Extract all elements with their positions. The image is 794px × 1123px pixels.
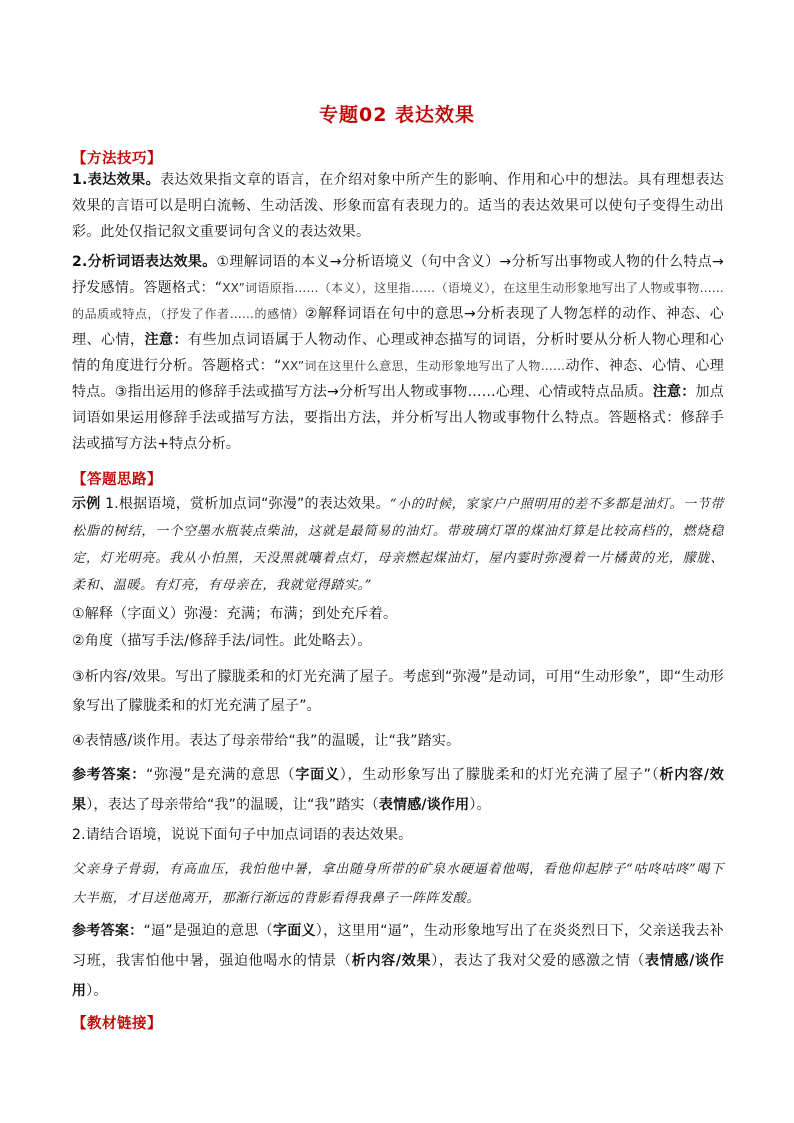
page-title: 专题02 表达效果 [318,104,476,126]
answer-text: ），表达了母亲带给“我”的温暖，让“我”踏实（ [86,797,379,813]
answer-label: 参考答案： [72,767,147,783]
section-method-heading: 【方法技巧】 [72,151,162,167]
p1-heading: 1.表达效果。 [72,172,161,188]
p2-note-1: 注意： [144,332,188,348]
p2-part-d: 动作、神态、心情、心理特点。③指出运用的修辞手法或描写方法→分析写出人物或事物……心理、心情或特点品质。 [72,358,724,400]
answer-text: ），这里用“逼”，生动形象地写出了在炎炎烈日下，父亲送我去补习班，我害怕他中暑，强迫他喝水的情景（ [72,923,724,969]
section-textbook-heading: 【教材链接】 [72,1016,162,1032]
example-1-answer [72,760,724,820]
example-1-step-4: ④表情感/谈作用。表达了母亲带给“我”的温暖，让“我”踏实。 [72,733,461,749]
answer-text: ）。 [469,797,491,813]
answer-tag: 析内容/效果 [351,953,432,969]
answer-tag: 表情感/谈作用 [72,953,724,999]
answer-text: ）。 [86,983,108,999]
answer-text: ），表达了我对父爱的感激之情（ [431,953,646,969]
p2-heading: 2.分析词语表达效果。 [72,254,217,270]
section-thinking-heading: 【答题思路】 [72,472,162,488]
p2-part-b: ②解释词语在句中的意思→分析表现了人物怎样的动作、神态、心理、心情， [72,306,724,348]
paragraph-2 [72,249,724,457]
example-1-step-3: ③析内容/效果。写出了朦胧柔和的灯光充满了屋子。考虑到“弥漫”是动词，可用“生动形象”，即“生动形象写出了朦胧柔和的灯光充满了屋子”。 [72,669,724,714]
answer-text: “逼”是强迫的意思（ [143,923,273,939]
p2-part-a: ①理解词语的本义→分析语境义（句中含义）→分析写出事物或人物的什么特点→抒发感情。答题格式：“ [72,254,724,296]
p2-note-2: 注意： [652,384,696,400]
answer-tag: 析内容/效果 [72,767,724,813]
example-1-quote: “小的时候，家家户户照明用的差不多都是油灯。一节带松脂的树结，一个空墨水瓶装点柴油，这就是最简易的油灯。带玻璃灯罩的煤油灯算是比较高档的，燃烧稳定，灯光明亮。我从小怕黑，天没黑就嚷着点灯，母亲燃起煤油灯，屋内霎时弥漫着一片橘黄的光，朦胧、柔和、温暖。有灯亮，有母亲在，我就觉得踏实。” [72,497,724,593]
example-2-lead: 2.请结合语境，说说下面句子中加点词语的表达效果。 [72,827,413,843]
answer-text: ），生动形象写出了朦胧柔和的灯光充满了屋子”（ [339,767,660,783]
p1-body: 表达效果指文章的语言，在介绍对象中所产生的影响、作用和心中的想法。具有理想表达效果的言语可以是明白流畅、生动活泼、形象而富有表现力的。适当的表达效果可以使句子变得生动出彩。此处仅指记叙文重要词句含义的表达效果。 [72,172,724,240]
answer-tag: 字面义 [272,923,316,939]
example-1-lead: 1.根据语境，赏析加点词“弥漫”的表达效果。 [105,496,390,512]
example-1-step-1: ①解释（字面义）弥漫：充满；布满；到处充斥着。 [72,606,398,622]
p2-part-c: 有些加点词语属于人物动作、心理或神态描写的词语，分析时要从分析人物心理和心情的角度进行分析。答题格式：“ [72,332,725,374]
paragraph-1 [72,167,724,245]
answer-tag: 表情感/谈作用 [378,797,470,813]
answer-text: “弥漫”是充满的意思（ [146,767,296,783]
example-2-answer [72,916,724,1006]
answer-label: 参考答案： [72,923,144,939]
p2-format-a: XX”词语原指……（本义），这里指……（语境义），在这里生动形象地写出了人物或事物……的品质或特点，（抒发了作者……的感情） [72,281,725,321]
example-2-quote: 父亲身子骨弱，有高血压，我怕他中暑，拿出随身所带的矿泉水硬逼着他喝，看他仰起脖子“咕咚咕咚”喝下大半瓶，才目送他离开，那渐行渐远的背影看得我鼻子一阵阵发酸。 [72,862,724,906]
example-1 [72,491,724,599]
example-1-step-2: ②角度（描写手法/修辞手法/词性。此处略去）。 [72,633,372,649]
example-label: 示例 [72,496,101,512]
p2-format-c: XX”词在这里什么意思，生动形象地写出了人物…… [281,359,566,373]
answer-tag: 字面义 [295,767,340,783]
p2-part-e: 加点词语如果运用修辞手法或描写方法，要指出方法，并分析写出人物或事物什么特点。答题格式：修辞手法或描写方法+特点分析。 [72,384,725,452]
